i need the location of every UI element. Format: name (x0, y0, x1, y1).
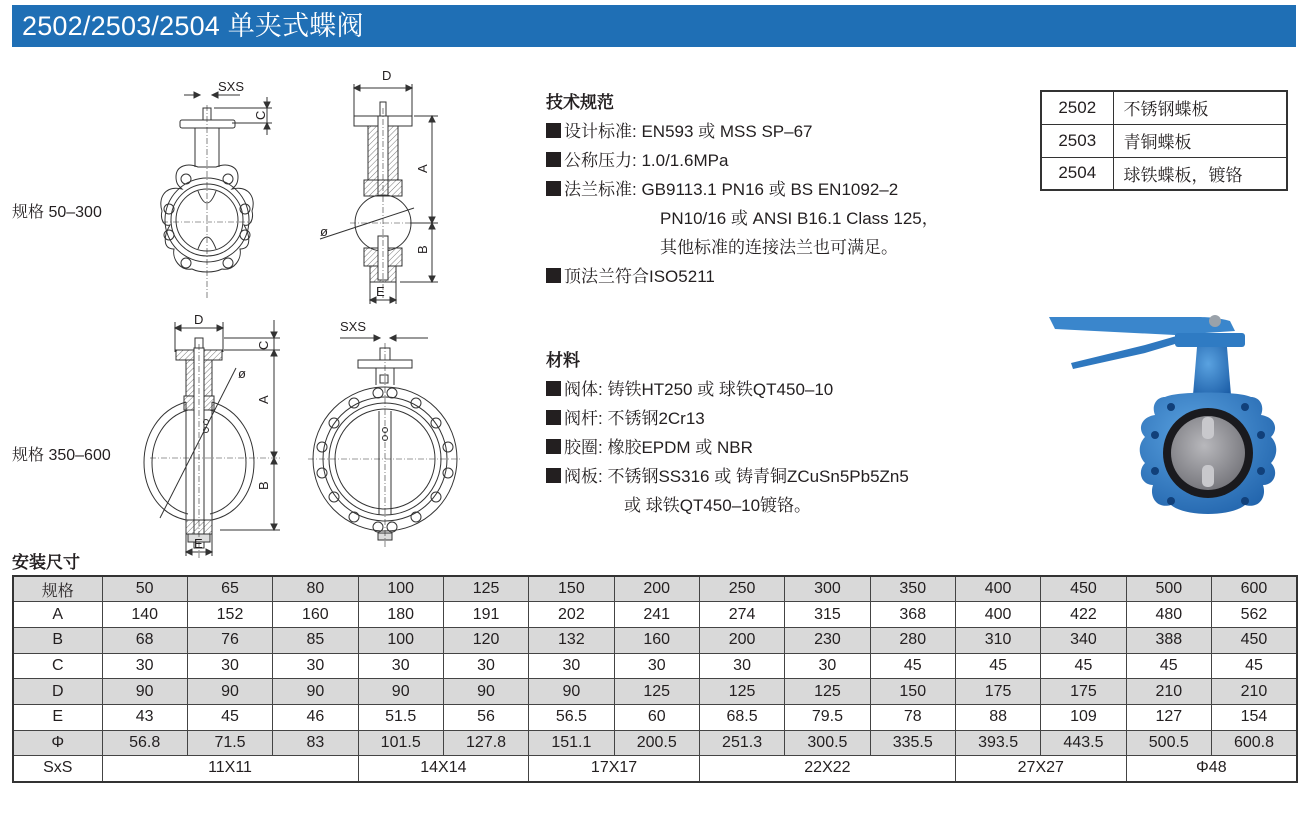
table-cell: 100 (358, 627, 443, 653)
table-cell: 45 (870, 653, 955, 679)
table-row (13, 704, 1297, 730)
table-cell: 127 (1126, 704, 1211, 730)
table-cell: 83 (273, 730, 358, 756)
table-cell: 152 (187, 602, 272, 628)
square-bullet-icon (546, 152, 561, 167)
model-row (1041, 124, 1287, 157)
row-header: C (13, 653, 102, 679)
table-cell: 151.1 (529, 730, 614, 756)
table-cell: 393.5 (955, 730, 1040, 756)
table-cell: 100 (358, 576, 443, 602)
table-cell: 60 (614, 704, 699, 730)
spec-top-flange: 顶法兰符合ISO5211 (546, 262, 939, 291)
table-cell: 388 (1126, 627, 1211, 653)
table-cell: 45 (1211, 653, 1297, 679)
model-desc: 球铁蝶板，镀铬 (1113, 157, 1287, 190)
row-header: 规格 (13, 576, 102, 602)
table-row-sxs (13, 756, 1297, 782)
svg-text:C: C (256, 340, 271, 350)
model-row (1041, 91, 1287, 124)
table-cell: 400 (955, 602, 1040, 628)
square-bullet-icon (546, 181, 561, 196)
table-cell: 310 (955, 627, 1040, 653)
table-cell: 450 (1211, 627, 1297, 653)
model-desc: 青铜蝶板 (1113, 124, 1287, 157)
svg-text:SXS: SXS (340, 319, 367, 334)
material-body: 阀体: 铸铁HT250 或 球铁QT450–10 (546, 375, 909, 404)
drawing-side-small (310, 68, 440, 308)
size-label-small: 规格 50–300 (12, 204, 102, 221)
table-cell: 175 (1041, 679, 1126, 705)
table-cell: 30 (187, 653, 272, 679)
row-header: A (13, 602, 102, 628)
table-cell: 90 (187, 679, 272, 705)
table-cell: 132 (529, 627, 614, 653)
table-cell: 78 (870, 704, 955, 730)
table-cell: 30 (358, 653, 443, 679)
table-cell: 450 (1041, 576, 1126, 602)
table-cell: 600 (1211, 576, 1297, 602)
material-seat: 胶圈: 橡胶EPDM 或 NBR (546, 433, 909, 462)
table-row (13, 679, 1297, 705)
table-cell: 30 (614, 653, 699, 679)
table-cell: 210 (1126, 679, 1211, 705)
table-cell: 45 (1126, 653, 1211, 679)
table-cell: 30 (785, 653, 870, 679)
svg-text:D: D (382, 68, 392, 83)
table-cell: 241 (614, 602, 699, 628)
spec-flange-standard: 法兰标准: GB9113.1 PN16 或 BS EN1092–2 (546, 175, 939, 204)
table-cell: 340 (1041, 627, 1126, 653)
table-cell: 45 (187, 704, 272, 730)
table-cell: 90 (358, 679, 443, 705)
table-cell: 30 (443, 653, 528, 679)
page-title: 2502/2503/2504 单夹式蝶阀 (12, 5, 1296, 47)
table-cell: 30 (699, 653, 784, 679)
size-label-large: 规格 350–600 (12, 447, 111, 464)
dimensions-title: 安装尺寸 (12, 553, 80, 572)
svg-text:SXS: SXS (218, 79, 245, 94)
model-code: 2502 (1041, 91, 1113, 124)
table-cell: 280 (870, 627, 955, 653)
square-bullet-icon (546, 268, 561, 283)
row-header: B (13, 627, 102, 653)
table-cell: 127.8 (443, 730, 528, 756)
table-cell: 335.5 (870, 730, 955, 756)
svg-text:C: C (253, 110, 268, 120)
table-cell: 90 (102, 679, 187, 705)
table-cell: 76 (187, 627, 272, 653)
model-code: 2504 (1041, 157, 1113, 190)
row-header: D (13, 679, 102, 705)
table-cell: 45 (1041, 653, 1126, 679)
table-cell: 300 (785, 576, 870, 602)
table-cell: 79.5 (785, 704, 870, 730)
table-cell: 274 (699, 602, 784, 628)
materials-section (546, 346, 909, 520)
table-cell: 230 (785, 627, 870, 653)
spec-flange-standard-cont-2: 其他标准的连接法兰也可满足。 (660, 238, 898, 257)
table-cell: 480 (1126, 602, 1211, 628)
table-row (13, 653, 1297, 679)
table-cell: 400 (955, 576, 1040, 602)
drawing-front-small (140, 75, 280, 300)
table-cell: 368 (870, 602, 955, 628)
table-row (13, 576, 1297, 602)
table-cell: 443.5 (1041, 730, 1126, 756)
svg-text:A: A (415, 164, 430, 173)
svg-text:B: B (256, 481, 271, 490)
table-cell: 71.5 (187, 730, 272, 756)
table-cell: 500 (1126, 576, 1211, 602)
table-cell: 88 (955, 704, 1040, 730)
table-cell: 191 (443, 602, 528, 628)
table-cell: 101.5 (358, 730, 443, 756)
table-cell: 562 (1211, 602, 1297, 628)
material-stem: 阀杆: 不锈钢2Cr13 (546, 404, 909, 433)
table-cell-sxs: 17X17 (529, 756, 700, 782)
drawing-front-large (300, 315, 460, 550)
table-cell: 500.5 (1126, 730, 1211, 756)
row-header: SxS (13, 756, 102, 782)
table-cell: 125 (443, 576, 528, 602)
svg-text:E: E (194, 536, 203, 551)
table-cell: 160 (273, 602, 358, 628)
table-cell: 175 (955, 679, 1040, 705)
table-cell: 56.5 (529, 704, 614, 730)
svg-text:ø: ø (320, 224, 328, 239)
spec-flange-standard-cont-1: PN10/16 或 ANSI B16.1 Class 125， (660, 209, 939, 228)
table-cell-sxs: 27X27 (955, 756, 1126, 782)
dimensions-table (12, 575, 1298, 783)
table-cell: 43 (102, 704, 187, 730)
model-row (1041, 157, 1287, 190)
tech-spec-section (546, 88, 939, 291)
table-cell: 125 (785, 679, 870, 705)
drawing-side-large (140, 308, 285, 558)
table-cell: 80 (273, 576, 358, 602)
table-cell: 85 (273, 627, 358, 653)
svg-text:B: B (415, 245, 430, 254)
table-cell: 68 (102, 627, 187, 653)
table-cell: 45 (955, 653, 1040, 679)
model-code: 2503 (1041, 124, 1113, 157)
svg-text:ø: ø (238, 366, 246, 381)
table-cell: 200 (699, 627, 784, 653)
table-row (13, 627, 1297, 653)
table-cell: 30 (273, 653, 358, 679)
table-cell: 300.5 (785, 730, 870, 756)
table-cell: 154 (1211, 704, 1297, 730)
table-cell: 422 (1041, 602, 1126, 628)
table-cell: 50 (102, 576, 187, 602)
model-table (1040, 90, 1288, 191)
table-row (13, 602, 1297, 628)
table-cell-sxs: 11X11 (102, 756, 358, 782)
table-cell: 600.8 (1211, 730, 1297, 756)
svg-text:A: A (256, 395, 271, 404)
table-cell: 90 (529, 679, 614, 705)
table-cell: 150 (529, 576, 614, 602)
square-bullet-icon (546, 123, 561, 138)
table-cell-sxs: 14X14 (358, 756, 529, 782)
row-header: E (13, 704, 102, 730)
table-cell: 160 (614, 627, 699, 653)
table-cell: 180 (358, 602, 443, 628)
spec-nominal-pressure: 公称压力: 1.0/1.6MPa (546, 146, 939, 175)
material-disc-cont: 或 球铁QT450–10镀铬。 (624, 496, 812, 515)
table-cell: 30 (529, 653, 614, 679)
model-desc: 不锈钢蝶板 (1113, 91, 1287, 124)
square-bullet-icon (546, 439, 561, 454)
table-cell: 30 (102, 653, 187, 679)
tech-spec-heading: 技术规范 (546, 93, 614, 112)
table-cell: 150 (870, 679, 955, 705)
spec-design-standard: 设计标准: EN593 或 MSS SP–67 (546, 117, 939, 146)
svg-text:D: D (194, 312, 204, 327)
row-header: Φ (13, 730, 102, 756)
table-cell: 315 (785, 602, 870, 628)
table-cell: 200 (614, 576, 699, 602)
table-cell: 210 (1211, 679, 1297, 705)
table-cell: 250 (699, 576, 784, 602)
materials-heading: 材料 (546, 351, 580, 370)
table-cell: 68.5 (699, 704, 784, 730)
square-bullet-icon (546, 381, 561, 396)
table-cell: 46 (273, 704, 358, 730)
table-cell: 350 (870, 576, 955, 602)
table-cell: 109 (1041, 704, 1126, 730)
table-cell: 140 (102, 602, 187, 628)
table-cell: 200.5 (614, 730, 699, 756)
material-disc: 阀板: 不锈钢SS316 或 铸青铜ZCuSn5Pb5Zn5 (546, 462, 909, 491)
svg-text:E: E (376, 284, 385, 299)
table-cell: 90 (443, 679, 528, 705)
table-cell-sxs: 22X22 (699, 756, 955, 782)
table-cell: 65 (187, 576, 272, 602)
table-cell: 56.8 (102, 730, 187, 756)
square-bullet-icon (546, 468, 561, 483)
table-cell: 251.3 (699, 730, 784, 756)
table-cell: 125 (614, 679, 699, 705)
table-cell: 125 (699, 679, 784, 705)
table-row (13, 730, 1297, 756)
table-cell: 202 (529, 602, 614, 628)
table-cell-sxs: Φ48 (1126, 756, 1297, 782)
table-cell: 51.5 (358, 704, 443, 730)
table-cell: 120 (443, 627, 528, 653)
table-cell: 90 (273, 679, 358, 705)
square-bullet-icon (546, 410, 561, 425)
product-photo (1045, 305, 1300, 525)
table-cell: 56 (443, 704, 528, 730)
